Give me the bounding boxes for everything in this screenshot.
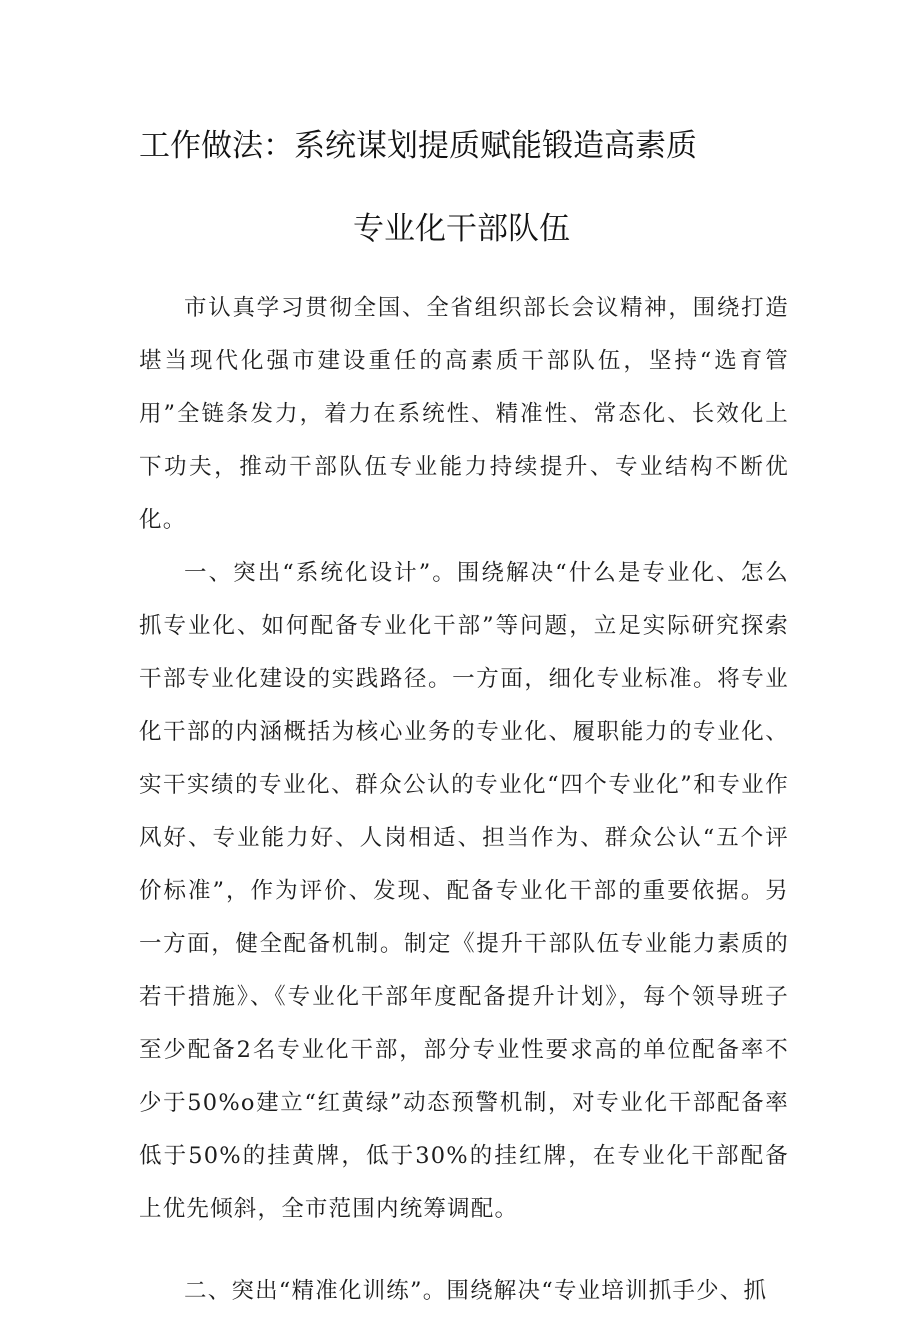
paragraph-section-2: 二、突出“精准化训练”。围绕解决“专业培训抓手少、抓 (184, 1278, 768, 1304)
document-title-line-1: 工作做法：系统谋划提质赋能锻造高素质 (139, 128, 697, 164)
document-body (139, 282, 789, 1318)
paragraph-section-1: 一、突出“系统化设计”。围绕解决“什么是专业化、怎么抓专业化、如何配备专业化干部”等问题，立足实际研究探索干部专业化建设的实践路径。一方面，细化专业标准。将专业化干部的内涵概括为核心业务的专业化、履职能力的专业化、实干实绩的专业化、群众公认的专业化“四个专业化”和专业作风好、专业能力好、人岗相适、担当作为、群众公认“五个评价标准”，作为评价、发现、配备专业化干部的重要依据。另一方面，健全配备机制。制定《提升干部队伍专业能力素质的若干措施》、《专业化干部年度配备提升计划》，每个领导班子至少配备2名专业化干部，部分专业性要求高的单位配备率不少于50%o建立“红黄绿”动态预警机制，对专业化干部配备率低于50%的挂黄牌，低于30%的挂红牌，在专业化干部配备上优先倾斜，全市范围内统筹调配。 (139, 560, 789, 1222)
document-title-line-2: 专业化干部队伍 (353, 211, 570, 247)
paragraph-intro: 市认真学习贯彻全国、全省组织部长会议精神，围绕打造堪当现代化强市建设重任的高素质干部队伍，坚持“选育管用”全链条发力，着力在系统性、精准性、常态化、长效化上下功夫，推动干部队伍专业能力持续提升、专业结构不断优化。 (139, 295, 789, 533)
